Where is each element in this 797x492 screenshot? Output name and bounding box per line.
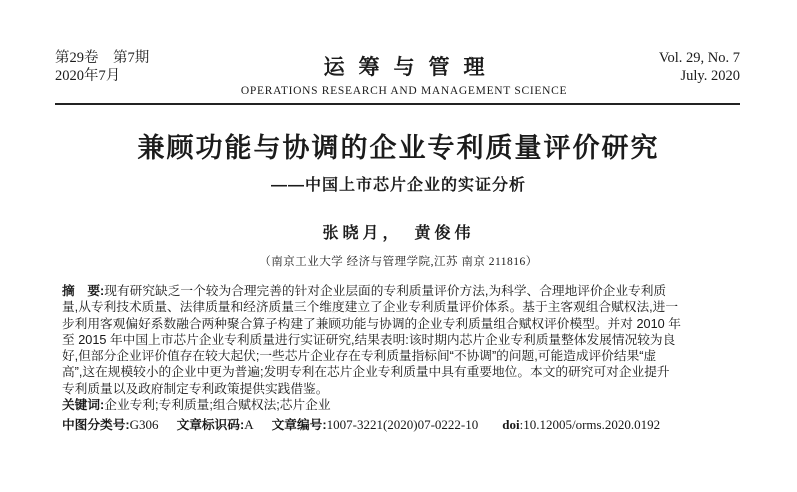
affiliation: （南京工业大学 经济与管理学院,江苏 南京 211816）	[259, 256, 538, 268]
keywords-label: 关键词:	[62, 398, 105, 413]
journal-page	[0, 50, 797, 492]
meta-line	[62, 417, 739, 433]
abstract-label: 摘 要:	[62, 284, 105, 298]
clc-value: G306	[129, 416, 159, 432]
date-en: July. 2020	[680, 67, 740, 84]
volume-issue-cn: 第29卷 第7期	[55, 50, 150, 66]
abstract-line: 量,从专利技术质量、法律质量和经济质量三个维度建立了企业专利质量评价体系。基于主客观组合赋权法,进一	[62, 300, 679, 315]
masthead-center	[149, 50, 659, 97]
keywords-text: 企业专利;专利质量;组合赋权法;芯片企业	[104, 398, 331, 413]
article-id-label: 文章编号:	[271, 417, 327, 432]
journal-title-en: OPERATIONS RESEARCH AND MANAGEMENT SCIENCE	[240, 85, 568, 97]
abstract-line-text: 现有研究缺乏一个较为合理完善的针对企业层面的专利质量评价方法,为科学、合理地评价企业专利质	[104, 284, 667, 298]
journal-title-cn: 运筹与管理	[323, 55, 499, 79]
doc-code-label: 文章标识码:	[176, 417, 245, 432]
authors: 张晓月， 黄俊伟	[322, 225, 475, 242]
abstract-line: 高”,这在规模较小的企业中更为普遍;发明专利在芯片企业专利质量中具有重要地位。本文的研究可对企业提升	[62, 365, 670, 380]
article-title: 兼顾功能与协调的企业专利质量评价研究	[137, 133, 660, 163]
doi-value: :10.12005/orms.2020.0192	[519, 416, 661, 432]
keywords-line	[62, 397, 739, 414]
clc-label: 中图分类号:	[62, 417, 130, 432]
masthead-right	[659, 50, 740, 85]
abstract-line: 专利质量以及政府制定专利政策提供实践借鉴。	[62, 381, 329, 396]
abstract-line: 步利用客观偏好系数融合两种聚合算子构建了兼顾功能与协调的企业专利质量组合赋权评价模型。并对 2010 年	[62, 316, 681, 331]
doi-label: doi	[502, 416, 520, 432]
masthead	[55, 50, 740, 105]
volume-issue-en: Vol. 29, No. 7	[658, 50, 740, 66]
date-cn: 2020年7月	[55, 67, 121, 84]
abstract	[62, 283, 739, 397]
doc-code-value: A	[244, 416, 254, 432]
masthead-left	[55, 50, 149, 85]
abstract-line: 好,但部分企业评价值存在较大起伏;一些芯片企业存在专利质量指标间“不协调”的问题,可能造成评价结果“虚	[62, 349, 657, 364]
article-id-value: 1007-3221(2020)07-0222-10	[326, 416, 479, 432]
article-subtitle: ——中国上市芯片企业的实证分析	[270, 177, 526, 194]
abstract-line	[62, 283, 739, 299]
abstract-line: 至 2015 年中国上市芯片企业专利质量进行实证研究,结果表明:该时期内芯片企业专利质量整体发展情况较为良	[62, 332, 676, 347]
